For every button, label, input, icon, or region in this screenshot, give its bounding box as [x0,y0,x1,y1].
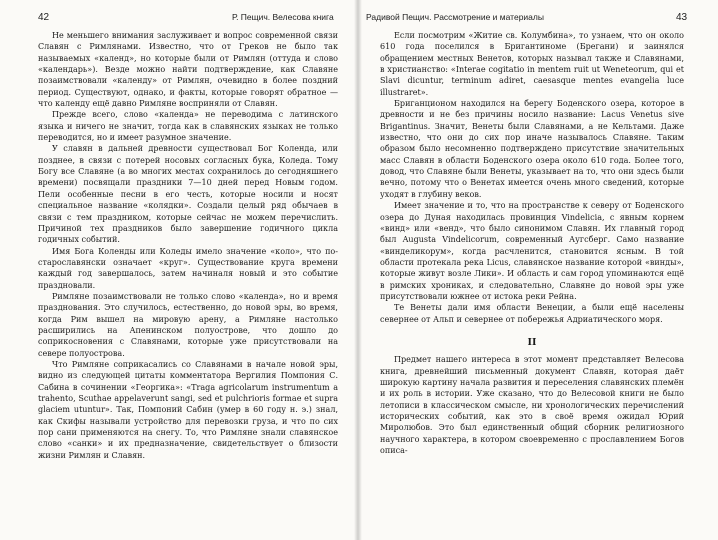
paragraph: Имя Бога Коленды или Коледы имело значение «коло», что по-старославянски означает «круг». Существование круга времени каждый год завершалось, затем начиналя новый и это событие праздновали. [38,246,338,290]
left-page-body [38,30,338,461]
right-page [358,0,718,540]
paragraph: Имеет значение и то, что на пространстве к северу от Боденского озера до Дуная находилась провинция Vindelicia, с явным корнем «винд» или «венд», что было синонимом Славян. Их главный город был Augusta Vindelicorum, современный Аугсберг. Само название «винделикорум», когда расчленится, становится ясным. В той области протекала река Licus, славянское название которой «винды», которые живут возле Лики». И область и сам город упоминаются ещё в римских хрониках, и следовательно, Славяне до новой эры уже присутствовали южнее от истока реки Рейна. [380,201,684,301]
book-gutter [354,0,362,540]
right-page-body [380,30,684,456]
paragraph: Не меньшего внимания заслуживает и вопрос современной связи Славян с Римлянами. Известно, что от Греков не было так называемых «календ», но которые были от Римлян (оттуда и слово «календарь»). Везде можно найти подтверждение, как Славяне позаимствовали «календу» от Римлян, очевидно в более поздний период. Существуют, однако, и факты, которые говорят обратное — что календу ещё давно Римляне восприняли от Славян. [38,31,338,109]
left-page [0,0,358,540]
section-heading: II [527,336,537,348]
paragraph: Если посмотрим «Житие св. Колумбина», то узнаем, что он около 610 года поселился в Бригантиноме (Брегани) и заинялся обращением местных Венетов, которых называл также и Славянами, в христианство: «Interae cogitatio in mentem ruit ut Weneteorum, qui et Slavi dicuntur, terminum adiret, caesasque mentes evangelia luce illustraret». [380,31,684,97]
paragraph: Прежде всего, слово «календа» не переводима с латинского языка и ничего не значит, тогда как в славянских языках не только переводится, но и имеет разумное значение. [38,110,338,143]
running-head: Р. Пещич. Велесова книга [232,12,334,22]
running-head: Радивой Пещич. Рассмотрение и материалы [366,12,544,22]
paragraph: Римляне позаимствовали не только слово «календа», но и время празднования. Это случилось, естественно, до новой эры, во время, когда Рим вышел на мировую арену, а Римляне настолько расширились на Апенинском полуострове, что дошло до соприкосновения с Славянами, которые уже присутствовали на севере полуострова. [38,291,338,358]
paragraph: Те Венеты дали имя области Венеции, а были ещё населены севернее от Альп и севернее от побережья Адриатического моря. [380,303,684,324]
paragraph: Предмет нашего интереса в этот момент представляет Велесова книга, древнейший письменный документ Славян, которая даёт широкую картину начала развития и переселения славянских племён и их роль в истории. Уже сказано, что до Велесовой книги не было летописи в классическом смысле, ни хронологических перечислений исторических событий, как это в своё время ожидал Юрий Миролюбов. Это был единственный общий сборник религиозного научного характера, в котором своевременно с прославлением Богов описа- [380,355,684,456]
page-number: 42 [38,12,50,23]
paragraph: У славян в дальней древности существовал Бог Коленда, или позднее, в связи с потерей носовых согласных бука, Коледа. Тому Богу все Славяне (а во многих местах сохранилось до сегодняшнего времени) посвящали праздники 7—10 дней перед Новым годом. Пели особенные песни в его честь, которые носили и носят специальное название «колядки». Создали целый ряд обычаев в связи с тем праздником, которые сейчас не можем перечислить. Причиной тех праздников было завершение годичного цикла годичных событий. [38,144,338,245]
paragraph: Что Римляне соприкасались со Славянами в начале новой эры, видно из следующей цитаты комментатора Вергилия Помпония С. Сабина в сочинении «Георгика»: «Traga agricolarum instrumentum a trahento, Scuthae appelaverunt sangi, sed et pulchrioris formae et supra glaciem utuntur». Так, Помпоний Сабин (умер в 60 году н. э.) знал, как Скифы называли устройство для перевозки груза, и что по сих пор сани применяются на снегу. То, что Римляне знали славянское слово «санки» и их предназначение, свидетельствует о близости жизни Римлян и Славян. [38,359,338,460]
paragraph: Бриганционом находился на берегу Боденского озера, которое в древности и не без причины носило название: Lacus Venetus sive Brigantinus. Значит, Венеты были Славянами, а не Кельтами. Даже известно, что они до сих пор иначе называлось Славяне. Таким образом было несомненно подтверждено присутствие значительных масс Славян в области Боденского озера около 610 года. Более того, довод, что Славяне были Венеты, указывает на то, что они здесь были вечно, потому что о Венетах имеется очень много сведений, которые уходят в глубину веков. [380,99,684,199]
page-number: 43 [676,12,688,23]
